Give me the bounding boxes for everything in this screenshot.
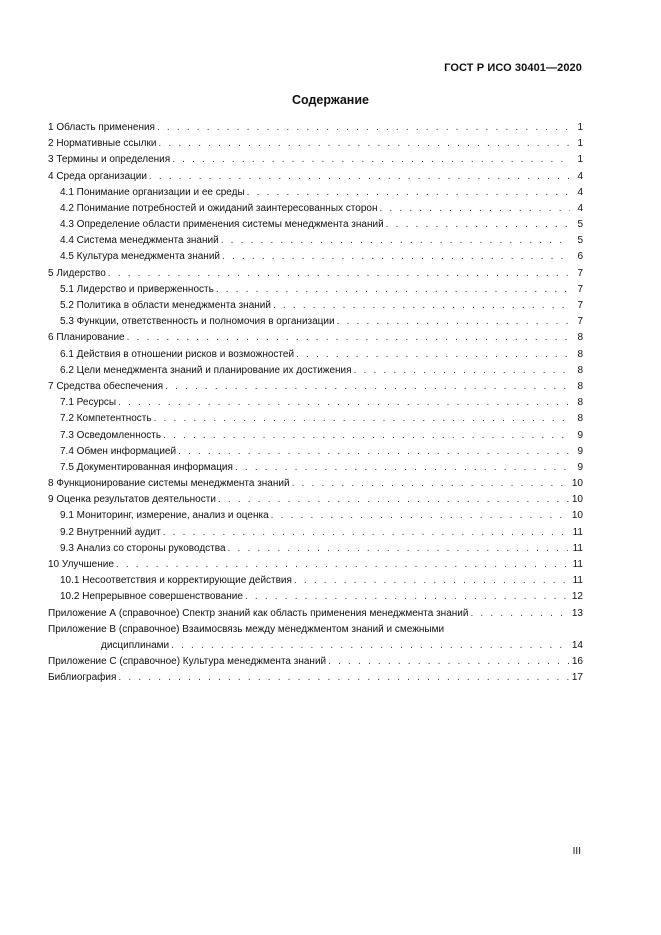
toc-entry[interactable] [48, 379, 583, 395]
toc-entry-page: 4 [577, 202, 583, 214]
toc-entry[interactable] [48, 460, 583, 476]
toc-entry-title: 4.3 Определение области применения системы менеджмента знаний [60, 219, 384, 231]
toc-entry-title: 5.3 Функции, ответственность и полномочия в организации [60, 316, 335, 328]
toc-leader-dots [470, 606, 568, 622]
toc-entry[interactable] [48, 670, 583, 686]
toc-entry-page: 9 [577, 429, 583, 441]
toc-entry[interactable] [48, 525, 583, 541]
toc-leader-dots [354, 363, 570, 379]
toc-entry-title: 4.1 Понимание организации и ее среды [60, 186, 245, 198]
toc-entry-page: 17 [571, 672, 583, 684]
toc-entry-title: 7.1 Ресурсы [60, 397, 117, 409]
toc-entry-page: 6 [577, 251, 583, 263]
toc-entry[interactable] [48, 654, 583, 670]
toc-entry-page: 4 [577, 186, 583, 198]
toc-entry-title: 5 Лидерство [48, 267, 106, 279]
toc-leader-dots [296, 347, 570, 363]
toc-leader-dots [108, 266, 570, 282]
toc-entry[interactable] [48, 298, 583, 314]
toc-entry-title: 4.4 Система менеджмента знаний [60, 235, 219, 247]
toc-entry-page: 8 [577, 397, 583, 409]
toc-entry-title: 5.2 Политика в области менеджмента знаний [60, 300, 271, 312]
toc-entry-title: 3 Термины и определения [48, 154, 171, 166]
toc-entry-title: 8 Функционирование системы менеджмента знаний [48, 478, 290, 490]
toc-entry[interactable] [48, 557, 583, 573]
toc-entry[interactable] [48, 476, 583, 492]
toc-leader-dots [171, 638, 569, 654]
toc-entry[interactable] [48, 589, 583, 605]
toc-entry-page: 14 [571, 639, 583, 651]
toc-entry-title: Приложение В (справочное) Взаимосвязь между менеджментом знаний и смежными [48, 623, 445, 635]
toc-entry[interactable] [48, 250, 583, 266]
toc-leader-dots [163, 428, 570, 444]
toc-entry-page: 10 [571, 494, 583, 506]
toc-entry-page: 5 [577, 219, 583, 231]
toc-entry-page: 1 [577, 121, 583, 133]
toc-entry-page: 1 [577, 138, 583, 150]
toc-entry[interactable] [48, 444, 583, 460]
page-title: Содержание [291, 93, 369, 107]
toc-entry-page: 8 [577, 380, 583, 392]
toc-entry[interactable] [48, 573, 583, 589]
toc-entry-title: 7 Средства обеспечения [48, 380, 164, 392]
toc-entry-page: 9 [577, 461, 583, 473]
toc-entry[interactable] [48, 330, 583, 346]
toc-entry-page: 16 [571, 656, 583, 668]
toc-entry[interactable] [48, 169, 583, 185]
toc-entry-title: 9.1 Мониторинг, измерение, анализ и оценка [60, 510, 269, 522]
toc-leader-dots [247, 185, 570, 201]
toc-entry-title: 10 Улучшение [48, 559, 114, 571]
toc-entry-title: 10.1 Несоответствия и корректирующие действия [60, 575, 292, 587]
toc-entry[interactable] [48, 120, 583, 136]
toc-entry-title: 7.3 Осведомленность [60, 429, 162, 441]
toc-entry[interactable] [48, 201, 583, 217]
toc-entry-title: 5.1 Лидерство и приверженность [60, 283, 214, 295]
toc-entry-page: 8 [577, 413, 583, 425]
toc-leader-dots [379, 201, 570, 217]
toc-entry[interactable] [48, 509, 583, 525]
toc-entry-title: 9.3 Анализ со стороны руководства [60, 542, 226, 554]
toc-entry-title: 4 Среда организации [48, 170, 147, 182]
toc-leader-dots [116, 557, 570, 573]
toc-entry-page: 13 [571, 607, 583, 619]
toc-leader-dots [165, 379, 570, 395]
toc-entry-title: Приложение А (справочное) Спектр знаний как область применения менеджмента знаний [48, 607, 469, 619]
toc-entry[interactable] [48, 347, 583, 363]
toc-leader-dots [172, 152, 570, 168]
toc-entry[interactable] [48, 233, 583, 249]
toc-leader-dots [245, 589, 569, 605]
toc-entry-title: 10.2 Непрерывное совершенствование [60, 591, 243, 603]
toc-leader-dots [273, 298, 570, 314]
toc-entry-title: 6.2 Цели менеджмента знаний и планирование их достижения [60, 364, 352, 376]
toc-leader-dots [337, 314, 570, 330]
toc-entry-page: 7 [577, 300, 583, 312]
toc-entry-title: 6.1 Действия в отношении рисков и возможностей [60, 348, 295, 360]
toc-entry-page: 11 [572, 559, 583, 571]
toc-entry[interactable] [48, 152, 583, 168]
toc-entry-title: 9.2 Внутренний аудит [60, 526, 161, 538]
toc-leader-dots [271, 509, 569, 525]
toc-entry[interactable] [48, 282, 583, 298]
toc-leader-dots [127, 330, 570, 346]
toc-leader-dots [178, 444, 570, 460]
toc-entry-page: 4 [577, 170, 583, 182]
toc-entry-page: 7 [577, 267, 583, 279]
toc-leader-dots [158, 136, 570, 152]
toc-leader-dots [149, 169, 570, 185]
toc-entry-page: 7 [577, 283, 583, 295]
toc-leader-dots [294, 573, 570, 589]
toc-leader-dots [386, 217, 570, 233]
toc-leader-dots [163, 525, 570, 541]
toc-entry-page: 10 [571, 478, 583, 490]
table-of-contents [48, 120, 583, 687]
toc-entry[interactable] [48, 606, 583, 622]
toc-entry-page: 8 [577, 364, 583, 376]
toc-leader-dots [221, 233, 570, 249]
toc-entry-page: 12 [571, 591, 583, 603]
document-code: ГОСТ Р ИСО 30401—2020 [444, 62, 582, 74]
toc-entry-page: 11 [572, 526, 583, 538]
toc-entry-page: 8 [577, 332, 583, 344]
toc-entry-title: 1 Область применения [48, 121, 155, 133]
toc-entry-title: Библиография [48, 672, 117, 684]
page-number: III [572, 846, 581, 857]
toc-leader-dots [118, 395, 570, 411]
toc-entry-title: 6 Планирование [48, 332, 125, 344]
toc-leader-dots [157, 120, 570, 136]
toc-entry-title: 2 Нормативные ссылки [48, 138, 157, 150]
toc-entry-multiline[interactable] [48, 622, 583, 654]
toc-entry[interactable] [48, 217, 583, 233]
toc-entry-page: 10 [571, 510, 583, 522]
toc-entry[interactable] [48, 395, 583, 411]
toc-entry-title: 7.2 Компетентность [60, 413, 152, 425]
toc-entry[interactable] [48, 638, 583, 654]
toc-entry-page: 8 [577, 348, 583, 360]
toc-entry[interactable] [48, 428, 583, 444]
toc-leader-dots [154, 411, 570, 427]
toc-leader-dots [222, 250, 570, 266]
toc-entry-title: 9 Оценка результатов деятельности [48, 494, 216, 506]
toc-entry[interactable] [48, 492, 583, 508]
toc-leader-dots [218, 492, 569, 508]
toc-entry[interactable] [48, 541, 583, 557]
toc-entry[interactable] [48, 411, 583, 427]
toc-leader-dots [292, 476, 569, 492]
toc-entry[interactable] [48, 314, 583, 330]
toc-entry-title: 4.2 Понимание потребностей и ожиданий заинтересованных сторон [60, 202, 378, 214]
toc-entry-page: 7 [577, 316, 583, 328]
toc-leader-dots [118, 670, 568, 686]
toc-entry-title: дисциплинами [101, 639, 170, 651]
toc-entry[interactable] [48, 136, 583, 152]
toc-entry[interactable] [48, 185, 583, 201]
toc-entry-page: 9 [577, 445, 583, 457]
toc-entry-page: 11 [572, 542, 583, 554]
toc-entry-title: 7.5 Документированная информация [60, 461, 233, 473]
toc-leader-dots [216, 282, 570, 298]
toc-entry-title: 4.5 Культура менеджмента знаний [60, 251, 220, 263]
toc-entry-page: 1 [577, 154, 583, 166]
toc-entry-page: 11 [572, 575, 583, 587]
toc-entry-title: 7.4 Обмен информацией [60, 445, 177, 457]
toc-entry-title: Приложение С (справочное) Культура менеджмента знаний [48, 656, 327, 668]
toc-leader-dots [235, 460, 570, 476]
toc-entry[interactable] [48, 266, 583, 282]
toc-entry[interactable] [48, 363, 583, 379]
toc-leader-dots [228, 541, 570, 557]
toc-entry-page: 5 [577, 235, 583, 247]
toc-leader-dots [328, 654, 569, 670]
